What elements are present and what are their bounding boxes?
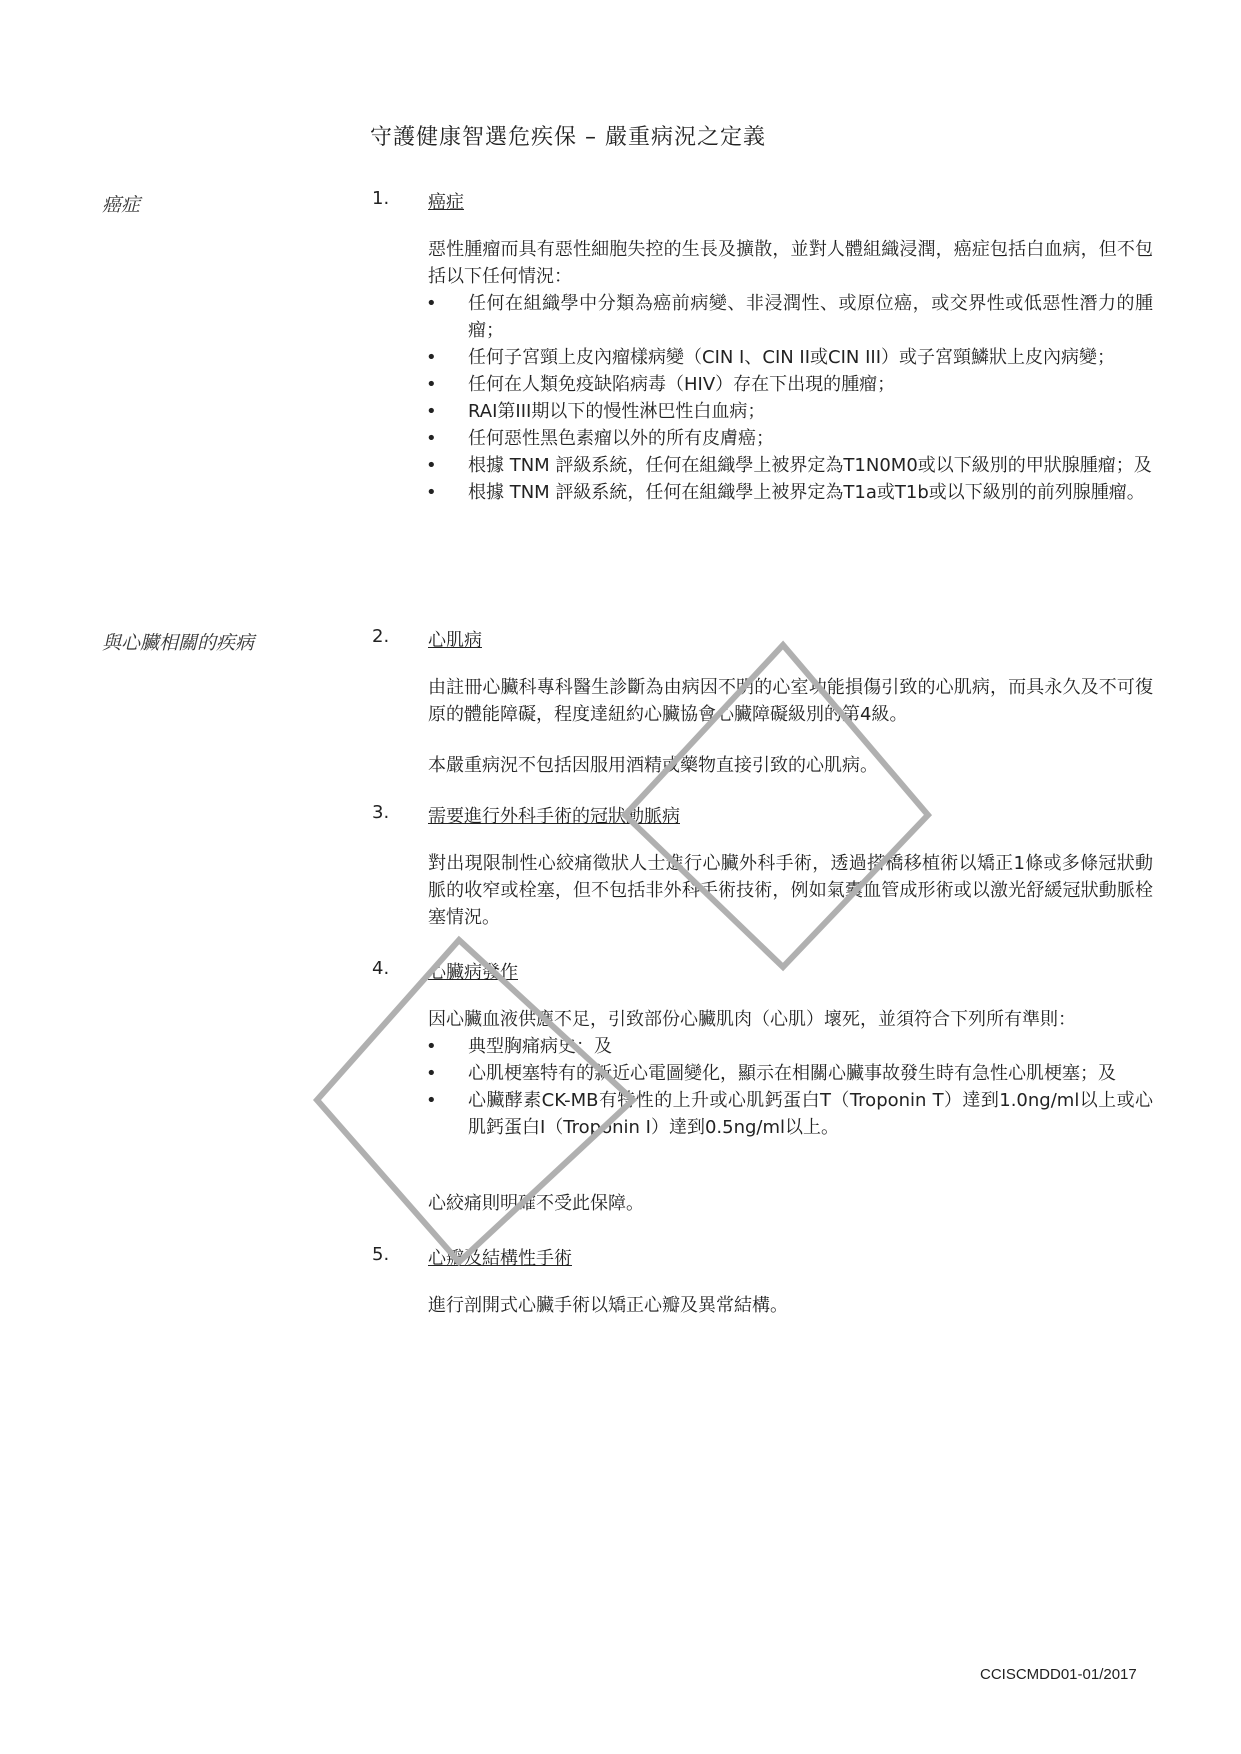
item-text-cardiomyopathy: 由註冊心臟科專科醫生診斷為由病因不明的心室功能損傷引致的心肌病，而具永久及不可復原的體能障礙，程度達紐約心臟協會心臟障礙級別的第4級。 xyxy=(428,677,1153,725)
item-heading-cabg: 需要進行外科手術的冠狀動脈病 xyxy=(428,806,680,827)
section-label-heart: 與心臟相關的疾病 xyxy=(102,632,255,654)
list-item: • 根據 TNM 評級系統，任何在組織學上被界定為T1a或T1b或以下級別的前列腺腫瘤。 xyxy=(428,479,1153,506)
bullet-icon: • xyxy=(426,1036,437,1057)
bullet-icon: • xyxy=(426,293,437,314)
bullet-icon: • xyxy=(426,455,437,476)
item-heading-cardiomyopathy: 心肌病 xyxy=(428,630,482,651)
list-item: • 心肌梗塞特有的新近心電圖變化，顯示在相關心臟事故發生時有急性心肌梗塞；及 xyxy=(428,1060,1153,1087)
list-item: • 任何在人類免疫缺陷病毒（HIV）存在下出現的腫瘤； xyxy=(428,371,1153,398)
item-intro-heart-attack: 因心臟血液供應不足，引致部份心臟肌肉（心肌）壞死，並須符合下列所有準則： xyxy=(428,1009,1076,1030)
item-number-3: 3. xyxy=(372,802,390,823)
list-item: • 任何子宮頸上皮內瘤樣病變（CIN I、CIN II或CIN III）或子宮頸鱗狀上皮內病變； xyxy=(428,344,1153,371)
list-item: • 任何在組織學中分類為癌前病變、非浸潤性、或原位癌，或交界性或低惡性潛力的腫瘤； xyxy=(428,290,1153,344)
document-code: CCISCMDD01-01/2017 xyxy=(980,1666,1137,1683)
page-title: 守護健康智選危疾保 – 嚴重病況之定義 xyxy=(370,125,766,150)
item-text-cabg: 對出現限制性心絞痛徵狀人士進行心臟外科手術，透過搭橋移植術以矯正1條或多條冠狀動脈的收窄或栓塞，但不包括非外科手術技術，例如氣囊血管成形術或以激光舒緩冠狀動脈栓塞情況。 xyxy=(428,853,1153,928)
bullet-icon: • xyxy=(426,401,437,422)
bullet-icon: • xyxy=(426,374,437,395)
list-item: • 根據 TNM 評級系統，任何在組織學上被界定為T1N0M0或以下級別的甲狀腺腫瘤；及 xyxy=(428,452,1153,479)
bullet-icon: • xyxy=(426,347,437,368)
item-heading-cancer: 癌症 xyxy=(428,192,464,213)
item-number-5: 5. xyxy=(372,1244,390,1265)
item-heading-heart-attack: 心臟病發作 xyxy=(428,962,518,983)
list-item: • 任何惡性黑色素瘤以外的所有皮膚癌； xyxy=(428,425,1153,452)
item-number-2: 2. xyxy=(372,626,390,647)
item-note-heart-attack: 心絞痛則明確不受此保障。 xyxy=(428,1193,644,1214)
list-item: • 典型胸痛病史；及 xyxy=(428,1033,1153,1060)
list-item: • 心臟酵素CK-MB有特性的上升或心肌鈣蛋白T（Troponin T）達到1.0ng/ml以上或心肌鈣蛋白I（Troponin I）達到0.5ng/ml以上。 xyxy=(428,1087,1153,1141)
bullet-icon: • xyxy=(426,482,437,503)
heart-attack-criteria-list xyxy=(428,1033,1153,1141)
list-item: • RAI第III期以下的慢性淋巴性白血病； xyxy=(428,398,1153,425)
bullet-icon: • xyxy=(426,1090,437,1111)
item-number-1: 1. xyxy=(372,188,390,209)
item-intro-cancer: 惡性腫瘤而具有惡性細胞失控的生長及擴散，並對人體組織浸潤，癌症包括白血病，但不包括以下任何情況： xyxy=(428,239,1153,287)
item-heading-valve-surgery: 心瓣及結構性手術 xyxy=(428,1248,572,1269)
section-label-cancer: 癌症 xyxy=(102,194,141,216)
item-number-4: 4. xyxy=(372,958,390,979)
item-exclusion-cardiomyopathy: 本嚴重病況不包括因服用酒精或藥物直接引致的心肌病。 xyxy=(428,755,878,776)
bullet-icon: • xyxy=(426,428,437,449)
item-text-valve-surgery: 進行剖開式心臟手術以矯正心瓣及異常結構。 xyxy=(428,1295,788,1316)
bullet-icon: • xyxy=(426,1063,437,1084)
cancer-exclusion-list xyxy=(428,290,1153,506)
